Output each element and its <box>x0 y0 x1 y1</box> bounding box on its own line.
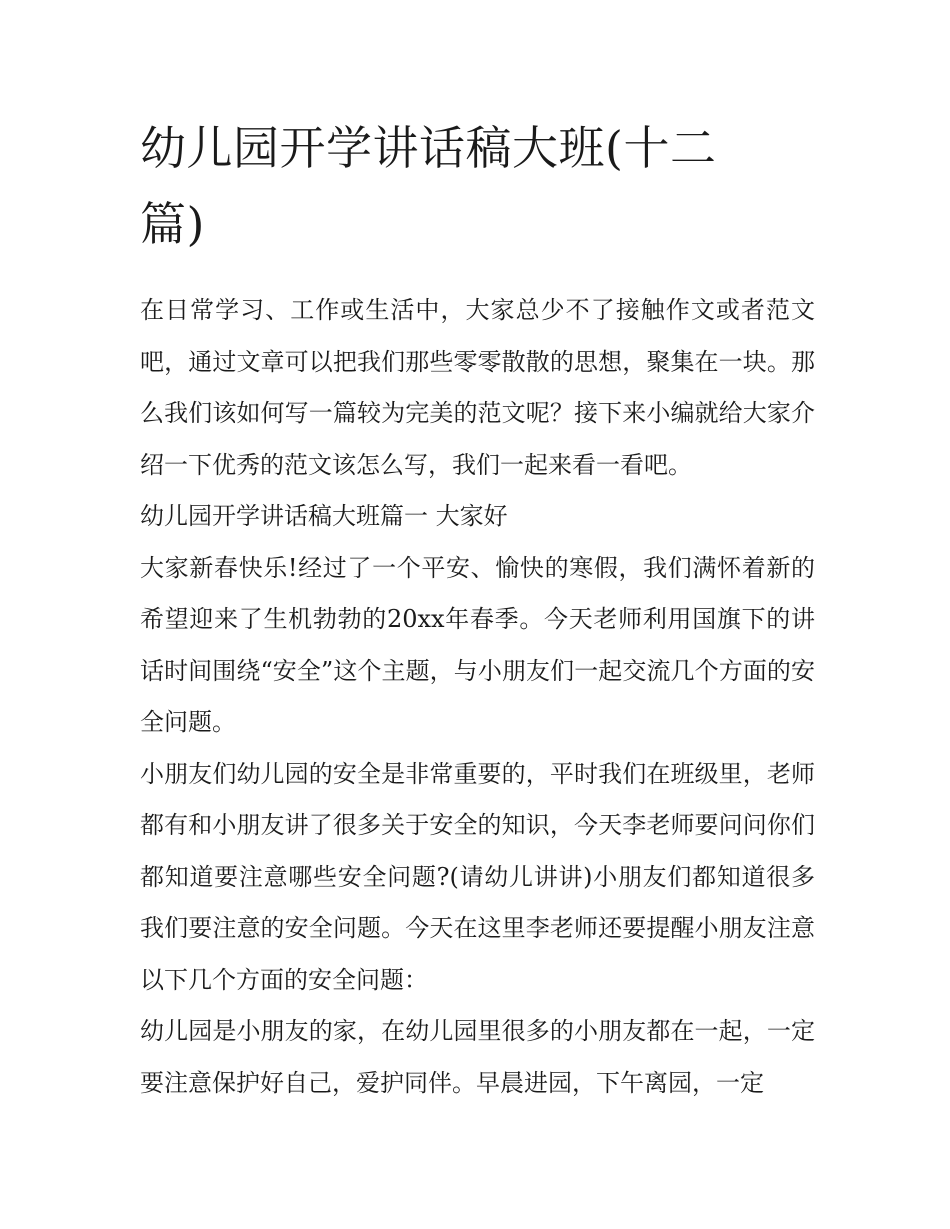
paragraph-section-heading: 幼儿园开学讲话稿大班篇一 大家好 <box>140 502 508 530</box>
document-body <box>140 110 815 1109</box>
paragraph-greeting: 大家新春快乐!经过了一个平安、愉快的寒假，我们满怀着新的希望迎来了生机勃勃的20xx年春季。今天老师利用国旗下的讲话时间围绕“安全”这个主题，与小朋友们一起交流几个方面的安全问题。 <box>140 553 815 736</box>
paragraph-kindergarten-home: 幼儿园是小朋友的家，在幼儿园里很多的小朋友都在一起，一定要注意保护好自己，爱护同伴。早晨进园，下午离园，一定 <box>140 1017 815 1097</box>
paragraph-safety-questions: 小朋友们幼儿园的安全是非常重要的，平时我们在班级里，老师都有和小朋友讲了很多关于安全的知识，今天李老师要问问你们都知道要注意哪些安全问题?(请幼儿讲讲)小朋友们都知道很多我们要注意的安全问题。今天在这里李老师还要提醒小朋友注意以下几个方面的安全问题： <box>140 759 815 994</box>
paragraph-intro: 在日常学习、工作或生活中，大家总少不了接触作文或者范文吧，通过文章可以把我们那些零零散散的思想，聚集在一块。那么我们该如何写一篇较为完美的范文呢？接下来小编就给大家介绍一下优秀的范文该怎么写，我们一起来看一看吧。 <box>140 296 815 479</box>
document-title: 幼儿园开学讲话稿大班(十二篇) <box>140 121 717 251</box>
